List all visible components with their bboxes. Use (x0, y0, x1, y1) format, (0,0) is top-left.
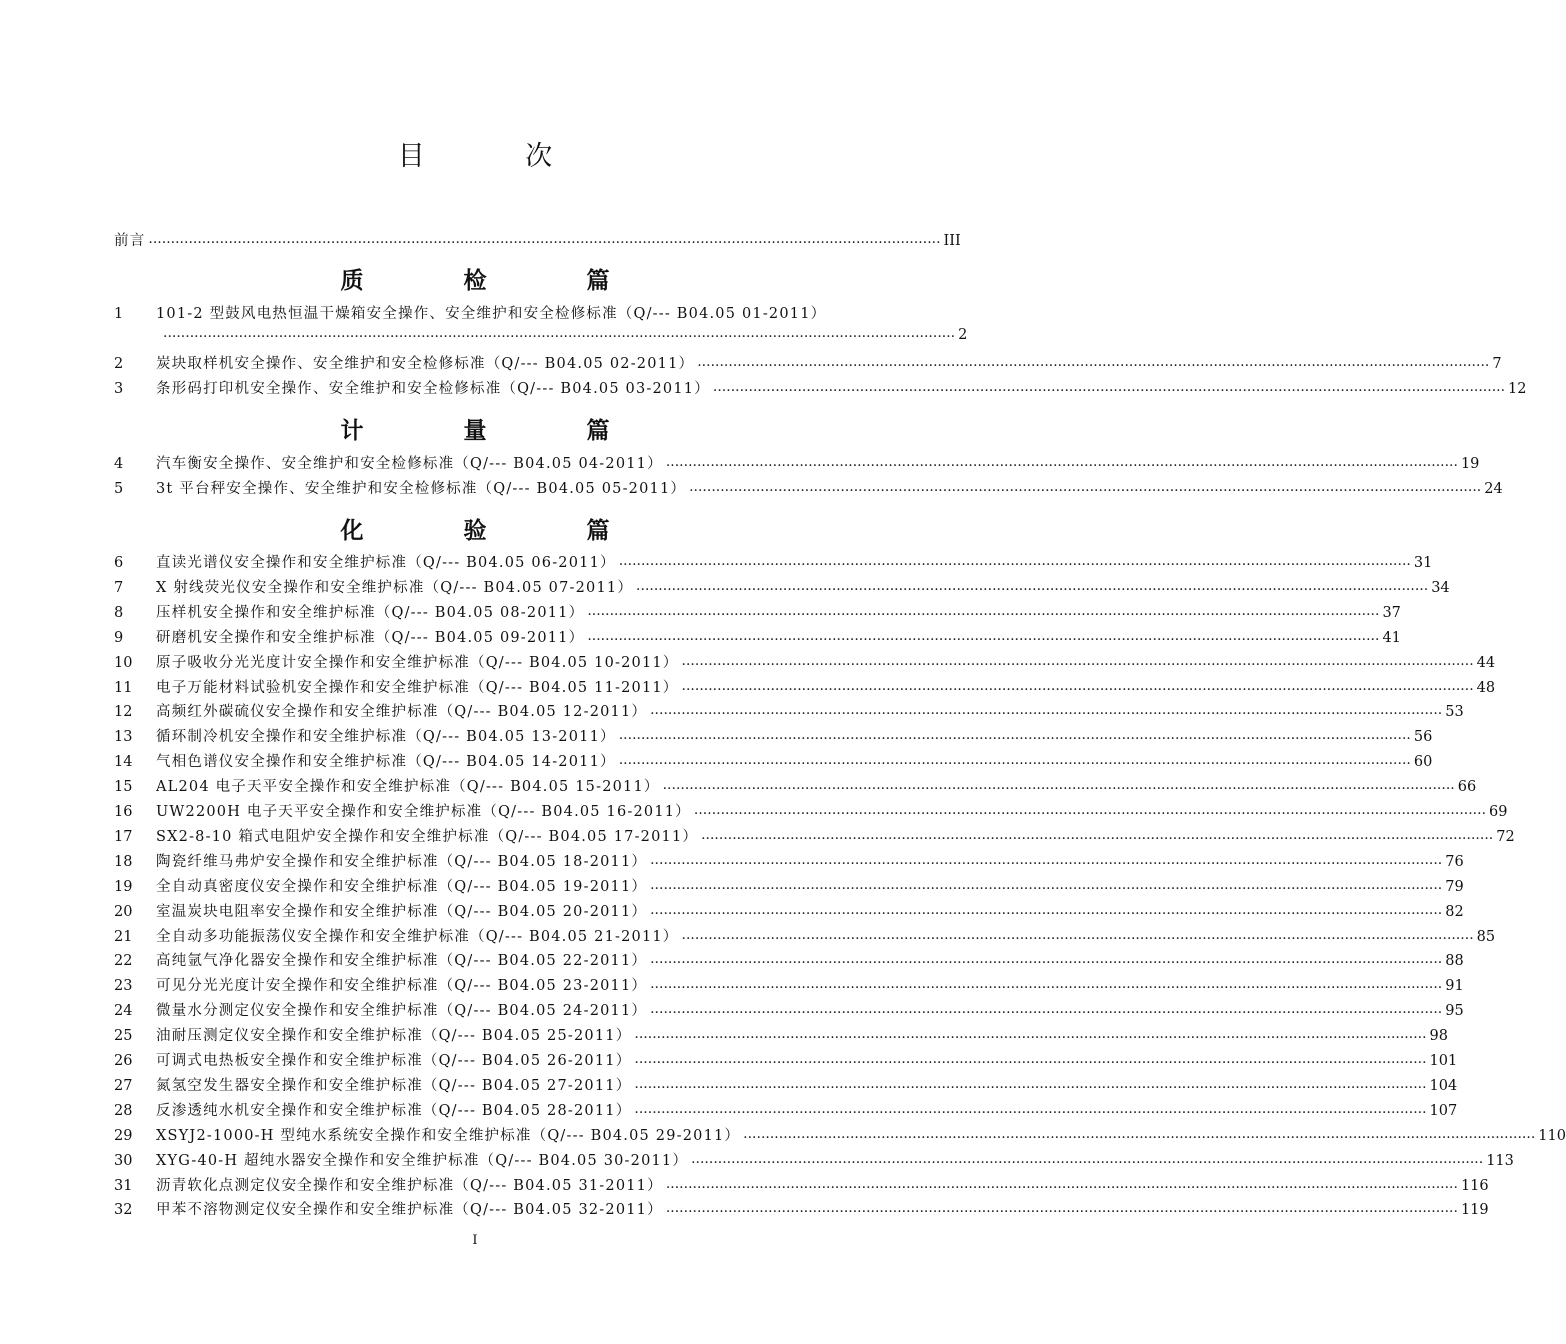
dot-leader (650, 956, 1442, 971)
toc-entry-number: 18 (114, 853, 133, 870)
toc-entry-number: 32 (114, 1202, 133, 1219)
toc-entry[interactable] (114, 925, 1496, 947)
toc-entry-number: 24 (114, 1003, 133, 1020)
toc-entry-label: 室温炭块电阻率安全操作和安全维护标准（Q/--- B04.05 20-2011） (156, 903, 648, 920)
toc-entry-label: 沥青软化点测定仪安全操作和安全维护标准（Q/--- B04.05 31-2011） (156, 1177, 663, 1194)
dot-leader (697, 359, 1489, 374)
toc-page-number: 41 (1382, 629, 1401, 646)
toc-page-number: 113 (1486, 1152, 1514, 1169)
toc-entry-number: 26 (114, 1053, 133, 1069)
toc-entry-number: 28 (114, 1102, 133, 1119)
toc-entry[interactable] (114, 1149, 1514, 1171)
toc-entry[interactable] (114, 725, 1433, 747)
toc-page-number: 44 (1476, 654, 1496, 671)
toc-entry-continuation[interactable] (160, 327, 968, 349)
toc-entry[interactable] (114, 651, 1496, 673)
toc-entry-label: SX2-8-10 箱式电阻炉安全操作和安全维护标准（Q/--- B04.05 17-2011） (156, 828, 699, 845)
toc-page-number: 66 (1457, 779, 1477, 796)
toc-entry[interactable] (114, 974, 1464, 996)
section-heading-metrology: 计 量 篇 (340, 418, 656, 444)
toc-page-number: 31 (1413, 555, 1433, 571)
toc-entry-label: XYG-40-H 超纯水器安全操作和安全维护标准（Q/--- B04.05 30-2011） (156, 1152, 689, 1169)
dot-leader (634, 1081, 1426, 1096)
dot-leader (650, 882, 1442, 897)
toc-entry-number: 23 (114, 978, 133, 995)
toc-entry[interactable] (114, 1198, 1489, 1220)
toc-entry[interactable] (114, 576, 1450, 598)
toc-entry[interactable] (114, 377, 1527, 399)
toc-page-number: III (943, 233, 961, 249)
toc-entry[interactable] (114, 775, 1477, 797)
toc-entry-number: 17 (114, 828, 133, 845)
toc-entry-number: 21 (114, 928, 133, 945)
toc-page-number: 119 (1460, 1202, 1489, 1219)
dot-leader (663, 782, 1455, 797)
toc-entry-number: 4 (114, 456, 124, 472)
dot-leader (650, 907, 1442, 922)
dot-leader (682, 658, 1474, 673)
toc-entry-number: 9 (114, 629, 124, 646)
dot-leader (682, 683, 1474, 698)
dot-leader (148, 236, 940, 251)
toc-entry-label: 可调式电热板安全操作和安全维护标准（Q/--- B04.05 26-2011） (156, 1053, 632, 1069)
toc-entry[interactable] (114, 1124, 1566, 1146)
toc-entry-number: 19 (114, 878, 133, 895)
toc-entry-label: 气相色谱仪安全操作和安全维护标准（Q/--- B04.05 14-2011） (156, 754, 616, 771)
toc-entry-number: 7 (114, 579, 124, 596)
toc-entry[interactable] (114, 477, 1503, 499)
dot-leader (691, 1156, 1483, 1171)
toc-entry-number: 16 (114, 804, 133, 820)
toc-page-number: 79 (1445, 878, 1464, 895)
toc-entry-number: 20 (114, 903, 133, 920)
toc-entry-label: 3t 平台秤安全操作、安全维护和安全检修标准（Q/--- B04.05 05-2011） (156, 481, 687, 497)
toc-entry-label: UW2200H 电子天平安全操作和安全维护标准（Q/--- B04.05 16-2011） (156, 804, 691, 820)
toc-page-number: 48 (1476, 679, 1496, 696)
toc-page-number: 104 (1429, 1077, 1458, 1094)
toc-page-number: 56 (1413, 729, 1433, 746)
toc-entry[interactable] (114, 800, 1508, 822)
dot-leader (689, 484, 1481, 499)
dot-leader (619, 732, 1411, 747)
toc-entry[interactable] (114, 352, 1502, 374)
toc-entry-label: XSYJ2-1000-H 型纯水系统安全操作和安全维护标准（Q/--- B04.05 29-2011） (156, 1127, 741, 1144)
toc-page-number: 60 (1413, 754, 1433, 771)
dot-leader (666, 1181, 1458, 1196)
toc-entry-label: 陶瓷纤维马弗炉安全操作和安全维护标准（Q/--- B04.05 18-2011） (156, 853, 648, 870)
toc-entry-number: 10 (114, 654, 133, 671)
toc-page-number: 88 (1445, 953, 1464, 970)
toc-entry-label: 微量水分测定仪安全操作和安全维护标准（Q/--- B04.05 24-2011） (156, 1003, 648, 1020)
toc-entry-label: 直读光谱仪安全操作和安全维护标准（Q/--- B04.05 06-2011） (156, 555, 616, 571)
dot-leader (636, 583, 1428, 598)
dot-leader (701, 832, 1493, 847)
toc-page-number: 95 (1445, 1003, 1464, 1020)
toc-entry[interactable] (114, 1174, 1489, 1196)
dot-leader (634, 1031, 1426, 1046)
toc-entry-label: 油耐压测定仪安全操作和安全维护标准（Q/--- B04.05 25-2011） (156, 1028, 632, 1045)
toc-page-number: 12 (1508, 381, 1527, 397)
dot-leader (634, 1056, 1426, 1071)
toc-entry-number: 22 (114, 953, 133, 970)
toc-entry-label: 可见分光光度计安全操作和安全维护标准（Q/--- B04.05 23-2011） (156, 978, 648, 995)
toc-entry-number: 27 (114, 1077, 133, 1094)
toc-entry-label: 电子万能材料试验机安全操作和安全维护标准（Q/--- B04.05 11-2011） (156, 679, 679, 696)
toc-entry[interactable] (114, 452, 1480, 474)
dot-leader (713, 384, 1505, 399)
toc-entry[interactable] (114, 1099, 1458, 1121)
toc-page-number: 7 (1492, 356, 1502, 372)
dot-leader (682, 932, 1474, 947)
toc-page-number: 76 (1445, 853, 1464, 870)
toc-entry-number: 2 (114, 356, 124, 372)
toc-entry-number: 3 (114, 381, 124, 397)
toc-page-number: 116 (1460, 1177, 1489, 1194)
toc-entry-preface[interactable] (114, 229, 961, 251)
toc-entry-label: AL204 电子天平安全操作和安全维护标准（Q/--- B04.05 15-2011） (156, 779, 660, 796)
dot-leader (163, 330, 955, 345)
toc-entry-label: 甲苯不溶物测定仪安全操作和安全维护标准（Q/--- B04.05 32-2011） (156, 1202, 663, 1219)
toc-entry-number: 5 (114, 481, 124, 497)
toc-entry[interactable] (114, 601, 1401, 623)
toc-entry-label: 101-2 型鼓风电热恒温干燥箱安全操作、安全维护和安全检修标准（Q/--- B04.05 01-2011） (156, 306, 827, 322)
toc-entry-label: 汽车衡安全操作、安全维护和安全检修标准（Q/--- B04.05 04-2011） (156, 456, 663, 472)
toc-entry[interactable] (114, 1049, 1458, 1071)
dot-leader (619, 757, 1411, 772)
dot-leader (634, 1106, 1426, 1121)
toc-page-number: 101 (1429, 1053, 1458, 1069)
toc-page-number: 2 (958, 327, 968, 343)
toc-entry-label: 反渗透纯水机安全操作和安全维护标准（Q/--- B04.05 28-2011） (156, 1102, 632, 1119)
page-footer-number: I (472, 1233, 478, 1248)
toc-entry-label: X 射线荧光仪安全操作和安全维护标准（Q/--- B04.05 07-2011） (156, 579, 634, 596)
dot-leader (650, 857, 1442, 872)
toc-page-number: 37 (1382, 604, 1401, 621)
toc-entry-label: 炭块取样机安全操作、安全维护和安全检修标准（Q/--- B04.05 02-2011） (156, 356, 695, 372)
toc-entry-number: 30 (114, 1152, 133, 1169)
page-title: 目 次 (397, 141, 599, 172)
toc-page-number: 85 (1476, 928, 1496, 945)
toc-entry-label: 研磨机安全操作和安全维护标准（Q/--- B04.05 09-2011） (156, 629, 585, 646)
toc-entry-number: 25 (114, 1028, 133, 1045)
toc-entry-number: 6 (114, 555, 124, 571)
dot-leader (694, 807, 1486, 822)
toc-entry-number: 14 (114, 754, 133, 771)
toc-page-number: 24 (1484, 481, 1503, 497)
toc-entry-number: 8 (114, 604, 124, 621)
toc-page-number: 82 (1445, 903, 1464, 920)
toc-page-number: 53 (1445, 704, 1464, 721)
toc-entry[interactable] (114, 626, 1401, 648)
toc-page-number: 19 (1460, 456, 1480, 472)
toc-entry[interactable] (114, 1024, 1448, 1046)
section-heading-assay: 化 验 篇 (340, 518, 656, 544)
toc-entry-number: 29 (114, 1127, 133, 1144)
toc-page-number: 107 (1429, 1102, 1458, 1119)
toc-entry-label: 高纯氩气净化器安全操作和安全维护标准（Q/--- B04.05 22-2011） (156, 953, 648, 970)
toc-entry[interactable] (114, 700, 1464, 722)
toc-entry[interactable] (114, 850, 1464, 872)
toc-entry-label: 压样机安全操作和安全维护标准（Q/--- B04.05 08-2011） (156, 604, 585, 621)
dot-leader (650, 707, 1442, 722)
dot-leader (650, 981, 1442, 996)
dot-leader (587, 608, 1379, 623)
toc-entry-number: 12 (114, 704, 133, 721)
toc-entry[interactable] (114, 302, 860, 324)
toc-entry-label: 全自动真密度仪安全操作和安全维护标准（Q/--- B04.05 19-2011） (156, 878, 648, 895)
toc-page-number: 98 (1429, 1028, 1448, 1045)
toc-entry[interactable] (114, 750, 1433, 772)
toc-entry-number: 1 (114, 306, 124, 322)
toc-entry[interactable] (114, 875, 1464, 897)
toc-entry-label: 原子吸收分光光度计安全操作和安全维护标准（Q/--- B04.05 10-2011） (156, 654, 679, 671)
toc-page-number: 72 (1496, 828, 1515, 845)
toc-entry-label: 前言 (114, 233, 146, 249)
toc-entry-label: 全自动多功能振荡仪安全操作和安全维护标准（Q/--- B04.05 21-2011） (156, 928, 679, 945)
toc-entry-label: 条形码打印机安全操作、安全维护和安全检修标准（Q/--- B04.05 03-2011） (156, 381, 710, 397)
toc-entry-label: 高频红外碳硫仪安全操作和安全维护标准（Q/--- B04.05 12-2011） (156, 704, 648, 721)
toc-entry[interactable] (114, 825, 1515, 847)
toc-entry-number: 11 (114, 679, 133, 696)
toc-entry-number: 31 (114, 1177, 133, 1194)
dot-leader (666, 1205, 1458, 1220)
section-heading-quality: 质 检 篇 (340, 268, 656, 294)
dot-leader (666, 459, 1458, 474)
dot-leader (587, 633, 1379, 648)
toc-entry-label: 循环制冷机安全操作和安全维护标准（Q/--- B04.05 13-2011） (156, 729, 616, 746)
dot-leader (619, 558, 1411, 573)
toc-entry[interactable] (114, 900, 1464, 922)
toc-entry[interactable] (114, 676, 1496, 698)
toc-page-number: 69 (1489, 804, 1508, 820)
dot-leader (743, 1131, 1535, 1146)
toc-page-number: 110 (1538, 1127, 1566, 1144)
toc-entry[interactable] (114, 949, 1464, 971)
toc-entry[interactable] (114, 551, 1433, 573)
toc-entry[interactable] (114, 1074, 1458, 1096)
toc-entry[interactable] (114, 999, 1464, 1021)
toc-entry-number: 13 (114, 729, 133, 746)
toc-page-number: 34 (1431, 579, 1450, 596)
toc-entry-label: 氮氢空发生器安全操作和安全维护标准（Q/--- B04.05 27-2011） (156, 1077, 632, 1094)
dot-leader (650, 1006, 1442, 1021)
toc-entry-number: 15 (114, 779, 133, 796)
toc-page-number: 91 (1445, 978, 1464, 995)
